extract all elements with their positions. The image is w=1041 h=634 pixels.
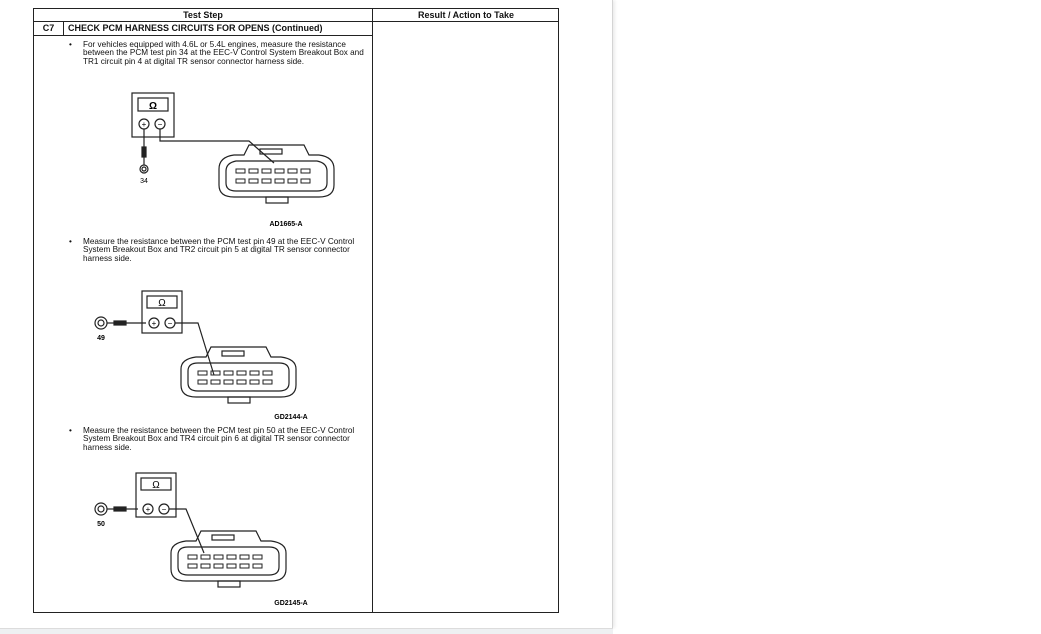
svg-text:−: − [161,505,167,514]
svg-text:Ω: Ω [148,101,158,112]
wiring-diagram-figure [124,87,364,227]
wiring-diagram-figure [86,471,346,606]
svg-text:49: 49 [97,335,105,342]
bullet-marker: • [69,237,72,246]
svg-text:Ω: Ω [158,298,166,309]
svg-text:−: − [167,319,173,328]
page-bottom-edge [0,628,613,634]
svg-text:34: 34 [140,178,148,185]
svg-text:−: − [157,120,163,129]
bullet-marker: • [69,426,72,435]
wiring-diagram-figure [86,285,346,420]
svg-text:+: + [145,505,151,514]
svg-text:Ω: Ω [152,480,160,491]
bullet-marker: • [69,40,72,49]
bullet-item [69,426,373,452]
bullet-item [69,40,373,66]
svg-text:50: 50 [97,521,105,528]
svg-text:+: + [141,120,147,129]
step-title: CHECK PCM HARNESS CIRCUITS FOR OPENS (Continued) [68,23,323,33]
header-test-step: Test Step [34,9,373,22]
test-pin-icon [140,165,148,173]
header-result-action: Result / Action to Take [373,9,559,22]
test-step-table [33,8,559,613]
svg-text:+: + [151,319,157,328]
bullet-text: Measure the resistance between the PCM test pin 49 at the EEC-V Control System Breakout Box and TR2 circuit pin 5 at digital TR sensor connector harness side. [83,237,355,263]
bullet-text: Measure the resistance between the PCM test pin 50 at the EEC-V Control System Breakout Box and TR4 circuit pin 6 at digital TR sensor connector harness side. [83,426,355,452]
step-id: C7 [34,21,64,35]
svg-text:GD2145-A: GD2145-A [274,600,308,606]
svg-text:AD1665-A: AD1665-A [269,221,303,227]
bullet-item [69,237,373,263]
column-divider [372,9,373,612]
step-row [34,21,372,36]
test-pin-icon [95,503,107,515]
bullet-text: For vehicles equipped with 4.6L or 5.4L engines, measure the resistance between the PCM test pin 34 at the EEC-V Control System Breakout Box and TR1 circuit pin 4 at digital TR sensor connector harness side. [83,40,364,66]
test-pin-icon [95,317,107,329]
svg-text:GD2144-A: GD2144-A [274,414,308,420]
